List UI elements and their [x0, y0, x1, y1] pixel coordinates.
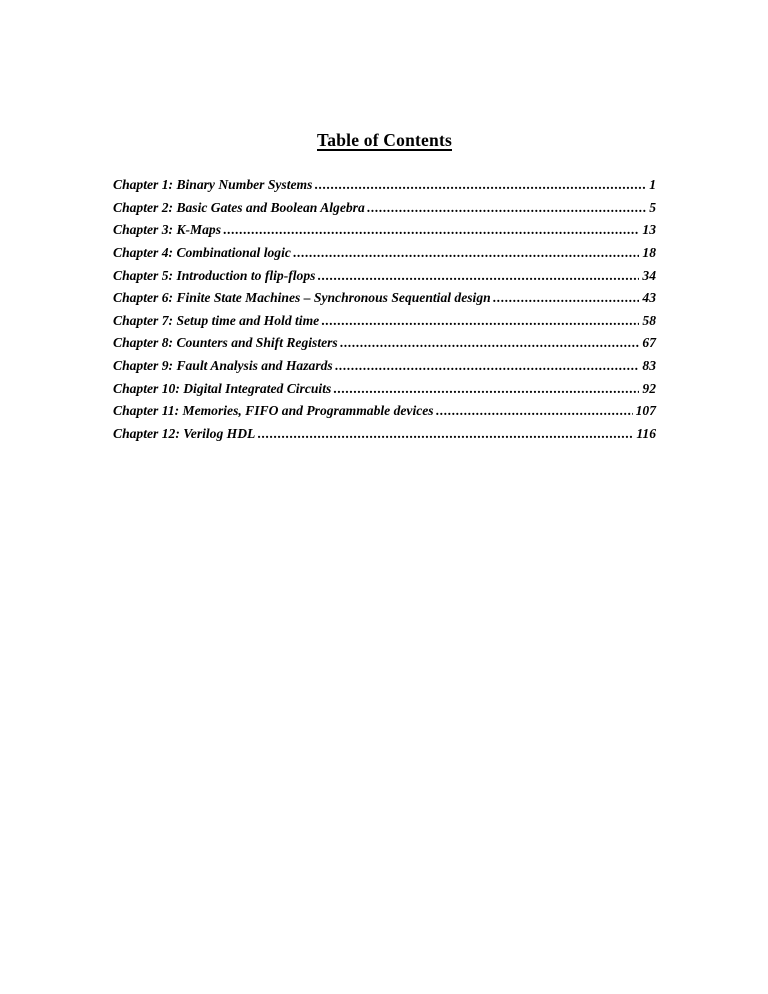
toc-entry-page: 67	[642, 335, 656, 351]
toc-leader-dots	[223, 219, 639, 242]
toc-entry-label: Chapter 2: Basic Gates and Boolean Algebra	[113, 199, 365, 215]
toc-leader-dots	[367, 197, 646, 220]
toc-entry-label: Chapter 9: Fault Analysis and Hazards	[113, 358, 333, 374]
toc-entry-label: Chapter 1: Binary Number Systems	[113, 177, 313, 192]
toc-entry-page: 5	[649, 199, 656, 215]
toc-entry-label: Chapter 11: Memories, FIFO and Programmable devices	[113, 403, 434, 419]
toc-leader-dots	[317, 265, 639, 288]
toc-entry[interactable]	[113, 400, 656, 423]
toc-entry[interactable]	[113, 242, 656, 265]
toc-leader-dots	[257, 423, 633, 446]
toc-entry-page: 116	[636, 426, 656, 442]
toc-entry-label: Chapter 12: Verilog HDL	[113, 426, 256, 442]
toc-leader-dots	[321, 310, 639, 333]
toc-entry-page: 58	[642, 312, 656, 328]
toc-entry-label: Chapter 7: Setup time and Hold time	[113, 312, 320, 328]
toc-entry[interactable]	[113, 174, 656, 197]
toc-leader-dots	[340, 332, 640, 355]
toc-entry-label: Chapter 3: K-Maps	[113, 222, 222, 238]
toc-list	[113, 174, 656, 446]
toc-entry[interactable]	[113, 355, 656, 378]
toc-leader-dots	[436, 400, 633, 423]
toc-entry[interactable]	[113, 197, 656, 220]
toc-entry[interactable]	[113, 219, 656, 242]
toc-entry-label: Chapter 5: Introduction to flip-flops	[113, 267, 316, 283]
toc-entry-label: Chapter 4: Combinational logic	[113, 244, 291, 260]
toc-entry[interactable]	[113, 287, 656, 310]
toc-entry[interactable]	[113, 265, 656, 288]
toc-entry-label: Chapter 8: Counters and Shift Registers	[113, 335, 338, 351]
toc-leader-dots	[293, 242, 640, 265]
toc-leader-dots	[333, 378, 639, 401]
toc-entry-page: 1	[649, 177, 656, 192]
toc-entry-page: 43	[642, 290, 656, 306]
toc-leader-dots	[493, 287, 640, 310]
toc-entry-label: Chapter 6: Finite State Machines – Synchronous Sequential design	[113, 290, 491, 306]
toc-entry-label: Chapter 10: Digital Integrated Circuits	[113, 380, 332, 396]
toc-entry-page: 13	[642, 222, 656, 238]
toc-entry-page: 34	[642, 267, 656, 283]
toc-entry[interactable]	[113, 310, 656, 333]
toc-entry-page: 92	[642, 380, 656, 396]
toc-entry-page: 83	[642, 358, 656, 374]
toc-leader-dots	[314, 174, 646, 197]
toc-leader-dots	[335, 355, 640, 378]
toc-entry[interactable]	[113, 332, 656, 355]
toc-entry[interactable]	[113, 378, 656, 401]
toc-entry-page: 18	[642, 244, 656, 260]
toc-entry-page: 107	[635, 403, 656, 419]
page-title: Table of Contents	[317, 130, 452, 150]
toc-entry[interactable]	[113, 423, 656, 446]
